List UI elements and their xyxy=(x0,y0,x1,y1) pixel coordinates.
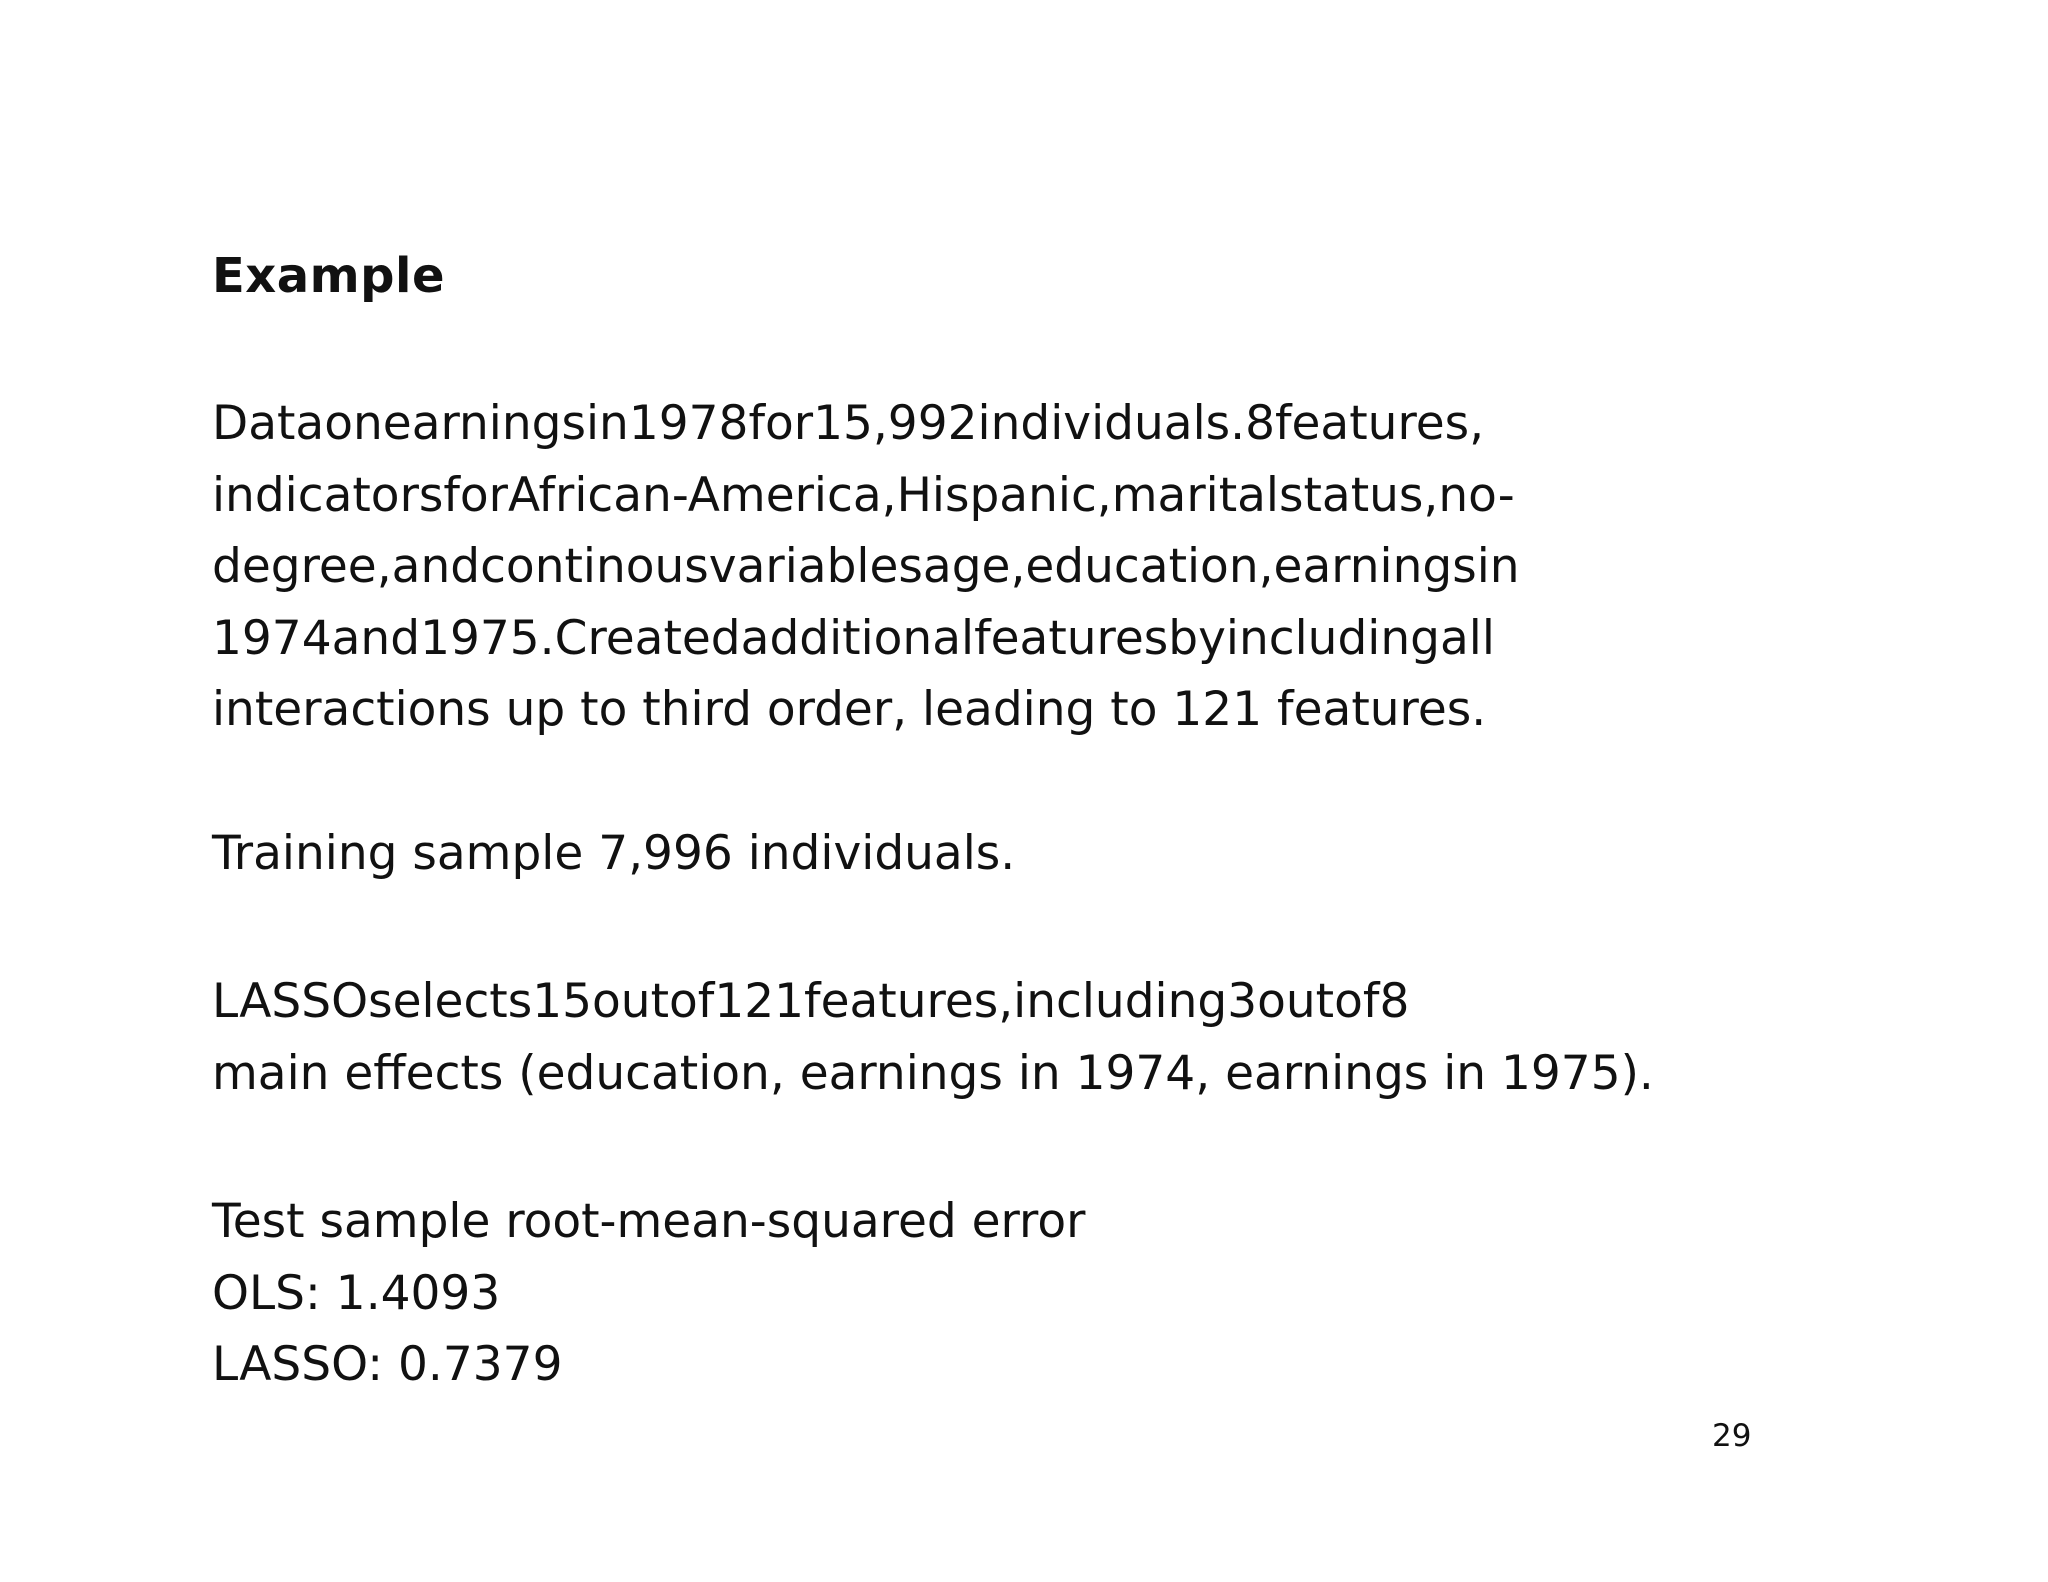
word: features xyxy=(974,610,1169,666)
word: 15,992 xyxy=(813,396,978,451)
word: age, xyxy=(922,539,1026,594)
word: no- xyxy=(1438,467,1515,523)
word: for xyxy=(443,467,508,523)
text-line: main effects (education, earnings in 1974, earnings in 1975). xyxy=(212,1045,1654,1101)
word: features, xyxy=(804,974,1014,1029)
word: degree, xyxy=(212,539,392,594)
word: 3 xyxy=(1227,974,1258,1029)
word: 1975. xyxy=(420,610,555,666)
word: marital xyxy=(1111,467,1279,523)
word: LASSO xyxy=(212,974,369,1029)
word: 121 xyxy=(714,974,805,1029)
word: and xyxy=(331,610,421,666)
word: and xyxy=(391,539,481,594)
word: 8 xyxy=(1245,396,1275,451)
word: African-America, xyxy=(508,467,897,523)
word: earnings xyxy=(1273,539,1477,594)
word: continous xyxy=(480,539,709,594)
text-line: Test sample root-mean-squared error xyxy=(212,1194,1086,1249)
paragraph-lasso-selection xyxy=(212,966,1842,1109)
word: earnings xyxy=(382,396,586,451)
text-line xyxy=(212,531,1842,603)
word: in xyxy=(1476,539,1520,594)
text-line: Training sample 7,996 individuals. xyxy=(212,826,1016,881)
word: individuals. xyxy=(977,396,1246,451)
word: 15 xyxy=(532,974,593,1029)
word: including xyxy=(1013,974,1228,1029)
paragraph-test-results xyxy=(212,1186,1842,1401)
lasso-result: LASSO: 0.7379 xyxy=(212,1337,563,1392)
word: 1974 xyxy=(212,610,332,666)
word: features, xyxy=(1274,396,1485,451)
word: for xyxy=(748,396,814,451)
word: out xyxy=(1257,974,1335,1029)
word: all xyxy=(1439,610,1495,666)
ols-result: OLS: 1.4093 xyxy=(212,1265,501,1321)
word: additional xyxy=(740,610,975,666)
word: variables xyxy=(708,539,923,594)
word: indicators xyxy=(212,467,444,523)
word: of xyxy=(1334,974,1380,1029)
page-number: 29 xyxy=(1712,1418,1752,1454)
word: of xyxy=(669,974,715,1029)
word: including xyxy=(1225,610,1440,666)
word: in xyxy=(585,396,629,451)
text-line: interactions up to third order, leading to 121 features. xyxy=(212,682,1487,737)
paragraph-data-description xyxy=(212,388,1842,746)
text-line xyxy=(212,388,1842,460)
word: by xyxy=(1168,610,1226,666)
word: 1978 xyxy=(628,396,749,451)
word: selects xyxy=(368,974,533,1029)
text-line xyxy=(212,460,1842,532)
word: on xyxy=(324,396,383,451)
text-line xyxy=(212,603,1842,675)
word: education, xyxy=(1025,539,1274,594)
text-line xyxy=(212,966,1842,1038)
word: Hispanic, xyxy=(896,467,1112,523)
slide-title: Example xyxy=(212,248,446,304)
word: 8 xyxy=(1379,974,1410,1029)
word: status, xyxy=(1279,467,1439,523)
paragraph-training-sample xyxy=(212,818,1842,890)
word: Data xyxy=(212,396,325,451)
word: out xyxy=(592,974,670,1029)
word: Created xyxy=(554,610,741,666)
